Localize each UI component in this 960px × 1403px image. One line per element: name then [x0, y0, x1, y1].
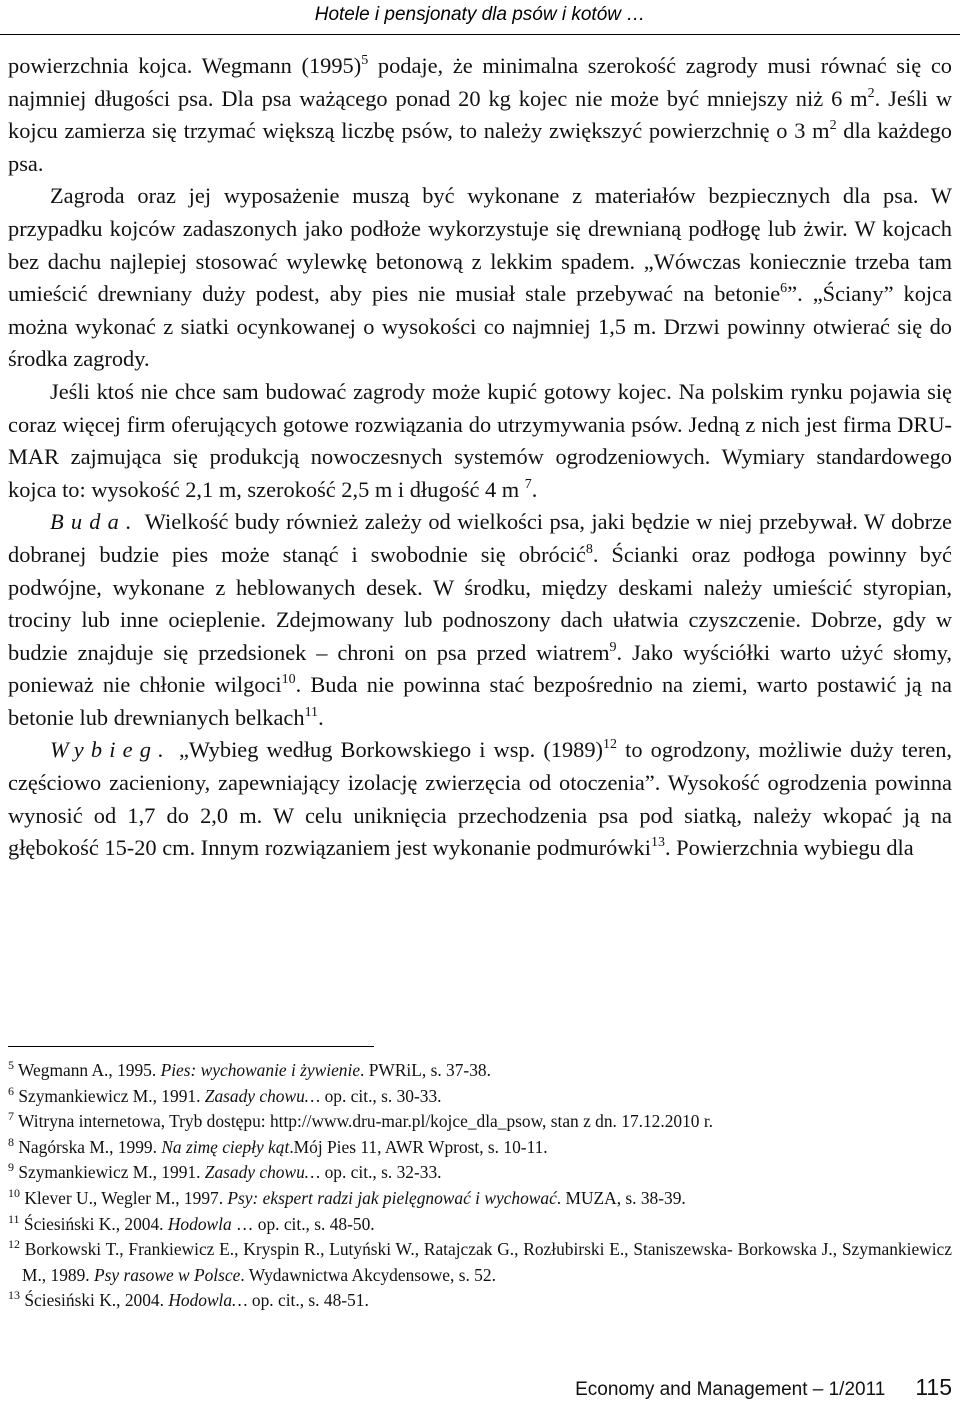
footnote-ref-6: 6: [780, 281, 788, 297]
footnote-12: $^{12}$ Borkowski T., Frankiewicz E., Kryspin R., Lutyński W., Ratajczak G., Rozłubirski E., Staniszewska- Borkowska J., Szymankiewicz M., 1989. Psy rasowe w Polsce. Wydawnictwa Akcydensowe, s. 52.: [8, 1237, 952, 1285]
running-header: Hotele i pensjonaty dla psów i kotów …: [0, 0, 960, 35]
footnote-8: $^8$ Nagórska M., 1999. Na zimę ciepły kąt.Mój Pies 11, AWR Wprost, s. 10-11.: [8, 1134, 548, 1157]
superscript-2: 2: [867, 85, 875, 101]
footnote-10: $^{10}$ Klever U., Wegler M., 1997. Psy: ekspert radzi jak pielęgnować i wychować. MUZA, s. 38-39.: [8, 1185, 686, 1208]
footnote-separator: [8, 1046, 374, 1047]
footnote-11: $^{11}$ Ściesiński K., 2004. Hodowla … op. cit., s. 48-50.: [8, 1211, 375, 1234]
paragraph-1: powierzchnia kojca. Wegmann $(1995)^5$ podaje, że minimalna szerokość zagrody musi równać się co najmniej długości psa. Dla psa ważącego ponad 20 kg kojec nie może być mniejszy niż 6 $m^2$. Jeśli w kojcu zamierza się trzymać większą liczbę psów, to należy zwiększyć powierzchnię o 3 $m^2$ dla każdego psa.: [8, 53, 952, 176]
footnote-ref-11: 11: [304, 704, 319, 720]
page-number: 115: [915, 1374, 952, 1400]
footnote-13: $^{13}$ Ściesiński K., 2004. Hodowla… op. cit., s. 48-51.: [8, 1288, 369, 1311]
footnote-ref-8: 8: [585, 541, 593, 557]
footnote-ref-13: 13: [650, 835, 665, 851]
journal-name: Economy and Management – 1/2011: [575, 1379, 886, 1400]
superscript-2: 2: [829, 118, 837, 134]
page-footer: [575, 1374, 952, 1401]
body-text: [8, 50, 952, 865]
footnote-ref-7: 7: [524, 476, 532, 492]
footnote-5: $^5$ Wegmann A., 1995. Pies: wychowanie i żywienie. PWRiL, s. 37-38.: [8, 1058, 491, 1080]
footnote-ref-9: 9: [609, 639, 617, 655]
paragraph-4: Buda. Wielkość budy również zależy od wielkości psa, jaki będzie w niej przebywał. W dobrze dobranej budzie pies może stanąć i swobodnie się obrócić$^8$. Ścianki oraz podłoga powinny być podwójne, wykonane z heblowanych desek. W środku, między deskami należy umieścić styropian, trociny lub inne ocieplenie. Zdejmowany lub podnoszony dach ułatwia czyszczenie. Dobrze, gdy w budzie znajduje się przedsionek – chroni on psa przed wiatrem$^9$. Jako wyściółki warto użyć słomy, ponieważ nie chłonie wilgoci$^{10}$. Buda nie powinna stać bezpośrednio na ziemi, warto postawić ją na betonie lub drewnianych belkach$^{11}$.: [8, 509, 952, 730]
footnote-7: $^7$ Witryna internetowa, Tryb dostępu: http://www.dru-mar.pl/kojce_dla_psow, stan z dn. 17.12.2010 r.: [8, 1109, 714, 1132]
paragraph-5: Wybieg. „Wybieg według Borkowskiego i wsp. $(1989)^{12}$ to ogrodzony, możliwie duży teren, częściowo zacieniony, zapewniający izolację zwierzęcia od otoczenia”. Wysokość ogrodzenia powinna wynosić od 1,7 do 2,0 m. W celu uniknięcia przechodzenia psa pod siatką, należy wkopać ją na głębokość 15-20 cm. Innym rozwiązaniem jest wykonanie podmurówki$^{13}$. Powierzchnia wybiegu dla: [8, 737, 953, 861]
footnote-ref-10: 10: [281, 672, 296, 688]
section-heading-buda: Buda.: [50, 509, 139, 535]
footnote-9: $^9$ Szymankiewicz M., 1991. Zasady chowu… op. cit., s. 32-33.: [8, 1160, 442, 1183]
footnote-ref-12: 12: [603, 737, 618, 753]
footnotes: [8, 1058, 952, 1314]
footnote-ref-5: 5: [361, 53, 369, 68]
footnote-6: $^6$ Szymankiewicz M., 1991. Zasady chowu… op. cit., s. 30-33.: [8, 1083, 442, 1106]
section-heading-wybieg: Wybieg.: [50, 737, 171, 763]
paragraph-2: Zagroda oraz jej wyposażenie muszą być wykonane z materiałów bezpiecznych dla psa. W przypadku kojców zadaszonych jako podłoże wykorzystuje się drewnianą podłogę lub żwir. W kojcach bez dachu najlepiej stosować wylewkę betonową z lekkim spadem. „Wówczas koniecznie trzeba tam umieścić drewniany duży podest, aby pies nie musiał stale przebywać na betonie$^6$”. „Ściany” kojca można wykonać z siatki ocynkowanej o wysokości co najmniej 1,5 m. Drzwi powinny otwierać się do środka zagrody.: [8, 183, 952, 372]
paragraph-3: Jeśli ktoś nie chce sam budować zagrody może kupić gotowy kojec. Na polskim rynku pojawia się coraz więcej firm oferujących gotowe rozwiązania do utrzymywania psów. Jedną z nich jest firma DRU-MAR zajmująca się produkcją nowoczesnych systemów ogrodzeniowych. Wymiary standardowego kojca to: wysokość 2,1 m, szerokość 2,5 m i długość 4 m $^7$.: [8, 378, 952, 502]
